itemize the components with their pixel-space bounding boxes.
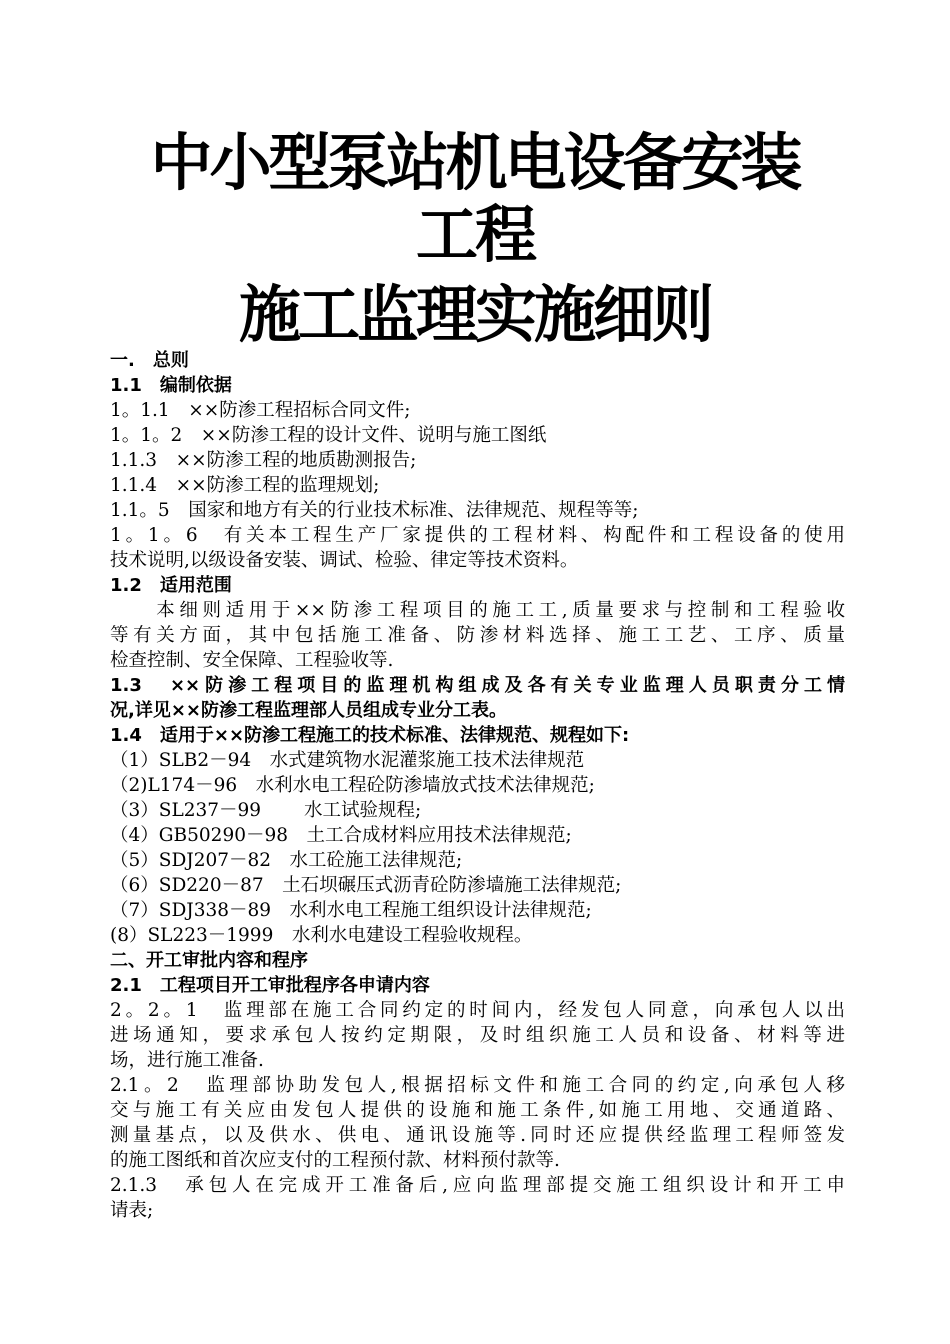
basis-item-5: 1.1。5 国家和地方有关的行业技术标准、法律规范、规程等等; — [110, 500, 639, 521]
basis-item-1: 1。1.1 ××防渗工程招标合同文件; — [110, 400, 411, 421]
standard-item-3: （3）SL237－99 水工试验规程; — [110, 800, 422, 821]
approval-item-2-line-4: 的施工图纸和首次应支付的工程预付款、材料预付款等. — [110, 1150, 560, 1171]
approval-item-2-line-1: 2.1。2 监理部协助发包人,根据招标文件和施工合同的约定,向承包人移 — [110, 1075, 845, 1096]
approval-item-1-line-1: 2。2。1 监理部在施工合同约定的时间内，经发包人同意，向承包人以出 — [110, 1000, 845, 1021]
approval-item-1-line-2: 进场通知，要求承包人按约定期限，及时组织施工人员和设备、材料等进 — [110, 1025, 845, 1046]
subsection-heading-organization: 1.3 ××防渗工程项目的监理机构组成及各有关专业监理人员职责分工情 — [110, 675, 845, 696]
basis-item-3: 1.1.3 ××防渗工程的地质勘测报告; — [110, 450, 417, 471]
standard-item-8: (8）SL223－1999 水利水电建设工程验收规程。 — [110, 925, 533, 946]
approval-item-2-line-3: 测量基点，以及供水、供电、通讯设施等.同时还应提供经监理工程师签发 — [110, 1125, 845, 1146]
approval-item-3-line-2: 请表; — [110, 1200, 154, 1221]
standard-item-6: （6）SD220－87 土石坝碾压式沥青砼防渗墙施工法律规范; — [110, 875, 622, 896]
basis-item-6-continued: 技术说明,以级设备安装、调试、检验、律定等技术资料。 — [110, 550, 579, 571]
subsection-heading-standards: 1.4 适用于××防渗工程施工的技术标准、法律规范、规程如下: — [110, 725, 630, 746]
basis-item-4: 1.1.4 ××防渗工程的监理规划; — [110, 475, 380, 496]
subsection-heading-basis: 1.1 编制依据 — [110, 375, 232, 396]
standard-item-4: （4）GB50290－98 土工合成材料应用技术法律规范; — [110, 825, 572, 846]
scope-paragraph-line-3: 检查控制、安全保障、工程验收等. — [110, 650, 394, 671]
scope-paragraph-line-2: 等有关方面，其中包括施工准备、防渗材料选择、施工工艺、工序、质量 — [110, 625, 845, 646]
standard-item-2: （2)L174－96 水利水电工程砼防渗墙放式技术法律规范; — [110, 775, 595, 796]
document-title-line-3: 施工监理实施细则 — [238, 278, 711, 351]
subsection-heading-scope: 1.2 适用范围 — [110, 575, 232, 596]
section-heading-general: 一. 总则 — [110, 350, 189, 371]
section-heading-commencement: 二、开工审批内容和程序 — [110, 950, 308, 971]
subsection-heading-approval: 2.1 工程项目开工审批程序各申请内容 — [110, 975, 430, 996]
approval-item-3-line-1: 2.1.3 承包人在完成开工准备后,应向监理部提交施工组织设计和开工申 — [110, 1175, 845, 1196]
standard-item-7: （7）SDJ338－89 水利水电工程施工组织设计法律规范; — [110, 900, 592, 921]
document-title-line-1: 中小型泵站机电设备安装 — [150, 126, 800, 199]
standard-item-5: （5）SDJ207－82 水工砼施工法律规范; — [110, 850, 463, 871]
basis-item-2: 1。1。2 ××防渗工程的设计文件、说明与施工图纸 — [110, 425, 547, 446]
approval-item-1-line-3: 场，进行施工准备. — [110, 1050, 264, 1071]
scope-paragraph-line-1: 本细则适用于××防渗工程项目的施工工,质量要求与控制和工程验收 — [110, 600, 845, 621]
approval-item-2-line-2: 交与施工有关应由发包人提供的设施和施工条件,如施工用地、交通道路、 — [110, 1100, 845, 1121]
subsection-heading-organization-continued: 况,详见××防渗工程监理部人员组成专业分工表。 — [110, 700, 507, 721]
document-title-line-2: 工程 — [415, 198, 534, 271]
basis-item-6: 1。1。6 有关本工程生产厂家提供的工程材料、构配件和工程设备的使用 — [110, 525, 845, 546]
standard-item-1: （1）SLB2－94 水式建筑物水泥灌浆施工技术法律规范 — [110, 750, 585, 771]
